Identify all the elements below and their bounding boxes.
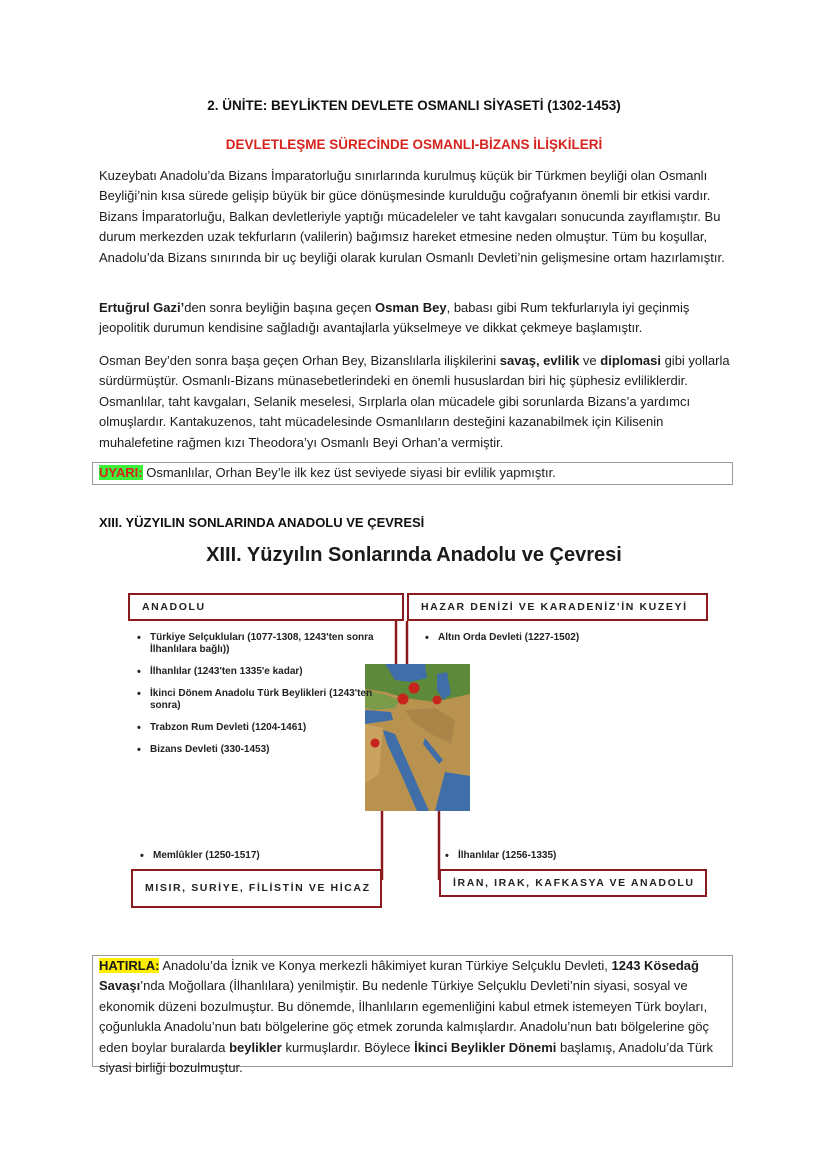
unit-title: 2. ÜNİTE: BEYLİKTEN DEVLETE OSMANLI SİYASETİ (1302-1453) — [207, 98, 621, 113]
list-item: • İlhanlılar (1243'ten 1335'e kadar) — [135, 666, 375, 678]
section-title: DEVLETLEŞME SÜRECİNDE OSMANLI-BİZANS İLİŞKİLERİ — [225, 137, 603, 152]
region-label-anadolu: ANADOLU — [128, 593, 404, 621]
remember-label: HATIRLA: — [99, 958, 160, 973]
list-item: • Türkiye Selçukluları (1077-1308, 1243'ten sonra İlhanlılara bağlı)) — [135, 632, 375, 656]
misir-states-list — [138, 850, 378, 872]
bold-ertugrul: Ertuğrul Gazi’ — [99, 300, 185, 315]
list-item: • Bizans Devleti (330-1453) — [135, 744, 375, 756]
paragraph-2 — [99, 298, 733, 339]
warning-label: UYARI: — [99, 465, 143, 480]
middle-east-map-image — [365, 664, 470, 811]
region-label-misir-suriye: MISIR, SURİYE, FİLİSTİN VE HİCAZ — [131, 869, 382, 908]
list-item: • İlhanlılar (1256-1335) — [443, 850, 703, 862]
remember-box — [92, 955, 733, 1076]
iran-states-list — [443, 850, 703, 872]
paragraph-3 — [99, 351, 733, 453]
text-span: den sonra beyliğin başına geçen — [184, 300, 376, 315]
hazar-states-list — [423, 632, 683, 654]
bold-savas-evlilik: savaş, evlilik — [499, 353, 580, 368]
text-span: gibi yollarla sürdürmüştür. Osmanlı-Bizans münasebetlerindeki en önemli hususlardan biri hiç şüphesiz evliliklerdir. Osmanlılar, taht kavgaları, Selanik meselesi, Sırplarla olan mücadele gibi sorunlarda Bizans’a yardımcı olmuşlardır. Kantakuzenos, taht mücadelesinde Osmanlıların desteğini kazanabilmek için Kilisenin muhalefetine rağmen kızı Theodora’yı Osmanlı Beyi Orhan’a vermiştir. — [99, 353, 730, 450]
subsection-title: XIII. YÜZYILIN SONLARINDA ANADOLU VE ÇEVRESİ — [99, 515, 425, 530]
list-item: • İkinci Dönem Anadolu Türk Beylikleri (1243'ten sonra) — [135, 688, 375, 712]
region-label-iran-irak: İRAN, IRAK, KAFKASYA VE ANADOLU — [439, 869, 707, 897]
bold-diplomasi: diplomasi — [600, 353, 661, 368]
bold-beylikler: beylikler — [229, 1039, 282, 1055]
text-span: , babası gibi Rum tekfurlarıyla iyi geçinmiş jeopolitik durumun kendisine sağladığı avantajlarla yükselmeye ve dikkat çekmeye başlamıştır. — [99, 300, 690, 336]
paragraph-1: Kuzeybatı Anadolu’da Bizans İmparatorluğu sınırlarında kurulmuş küçük bir Türkmen beyliği olan Osmanlı Beyliği’nin kısa sürede gelişip büyük bir güce dönüşmesinde kurulduğu coğrafyanın önemli bir etkisi vardır. Bizans İmparatorluğu, Balkan devletleriyle yaptığı mücadeleler ve taht kavgaları sonucunda zayıflamıştır. Bu durum merkezden uzak tekfurların (valilerin) bağımsız hareket etmesine neden olmuştur. Tüm bu koşullar, Anadolu’da Bizans sınırında bir uç beyliği olarak kurulan Osmanlı Devleti’nin gelişmesine ortam hazırlamıştır. — [99, 168, 725, 265]
bold-kosedag: 1243 Kösedağ Savaşı — [99, 958, 699, 994]
list-item: • Altın Orda Devleti (1227-1502) — [423, 632, 683, 644]
bold-osman-bey: Osman Bey — [375, 300, 447, 315]
bold-ikinci-beylikler: İkinci Beylikler Dönemi — [414, 1039, 557, 1055]
warning-text: Osmanlılar, Orhan Bey’le ilk kez üst seviyede siyasi bir evlilik yapmıştır. — [142, 465, 556, 480]
anadolu-states-list — [135, 632, 375, 766]
list-item: • Trabzon Rum Devleti (1204-1461) — [135, 722, 375, 734]
text-span: başlamış, Anadolu’da Türk siyasi birliği bozulmuştur. — [99, 1039, 713, 1076]
text-span: Anadolu’da İznik ve Konya merkezli hâkimiyet kuran Türkiye Selçuklu Devleti, — [159, 958, 612, 973]
text-span: kurmuşlardır. Böylece — [281, 1039, 415, 1055]
region-label-hazar-karadeniz: HAZAR DENİZİ VE KARADENİZ’İN KUZEYİ — [407, 593, 708, 621]
text-span: ve — [579, 353, 601, 368]
map-title: XIII. Yüzyılın Sonlarında Anadolu ve Çevresi — [206, 544, 622, 566]
list-item: • Memlûkler (1250-1517) — [138, 850, 378, 862]
text-span: Osman Bey’den sonra başa geçen Orhan Bey, Bizanslılarla ilişkilerini — [99, 353, 500, 368]
warning-box — [92, 462, 733, 485]
text-span: ’nda Moğollara (İlhanlılara) yenilmiştir. Bu nedenle Türkiye Selçuklu Devleti’nin siyasi, sosyal ve ekonomik düzeni bozulmuştur. Bu dönemde, İlhanlıların egemenliğini kabul etmek istemeyen Türk boyları, çoğunlukla Anadolu’nun batı bölgelerine göç etmek zorunda kalmışlardır. Anadolu’nun batı bölgelerine göç eden boylar buralarda — [99, 978, 709, 1055]
